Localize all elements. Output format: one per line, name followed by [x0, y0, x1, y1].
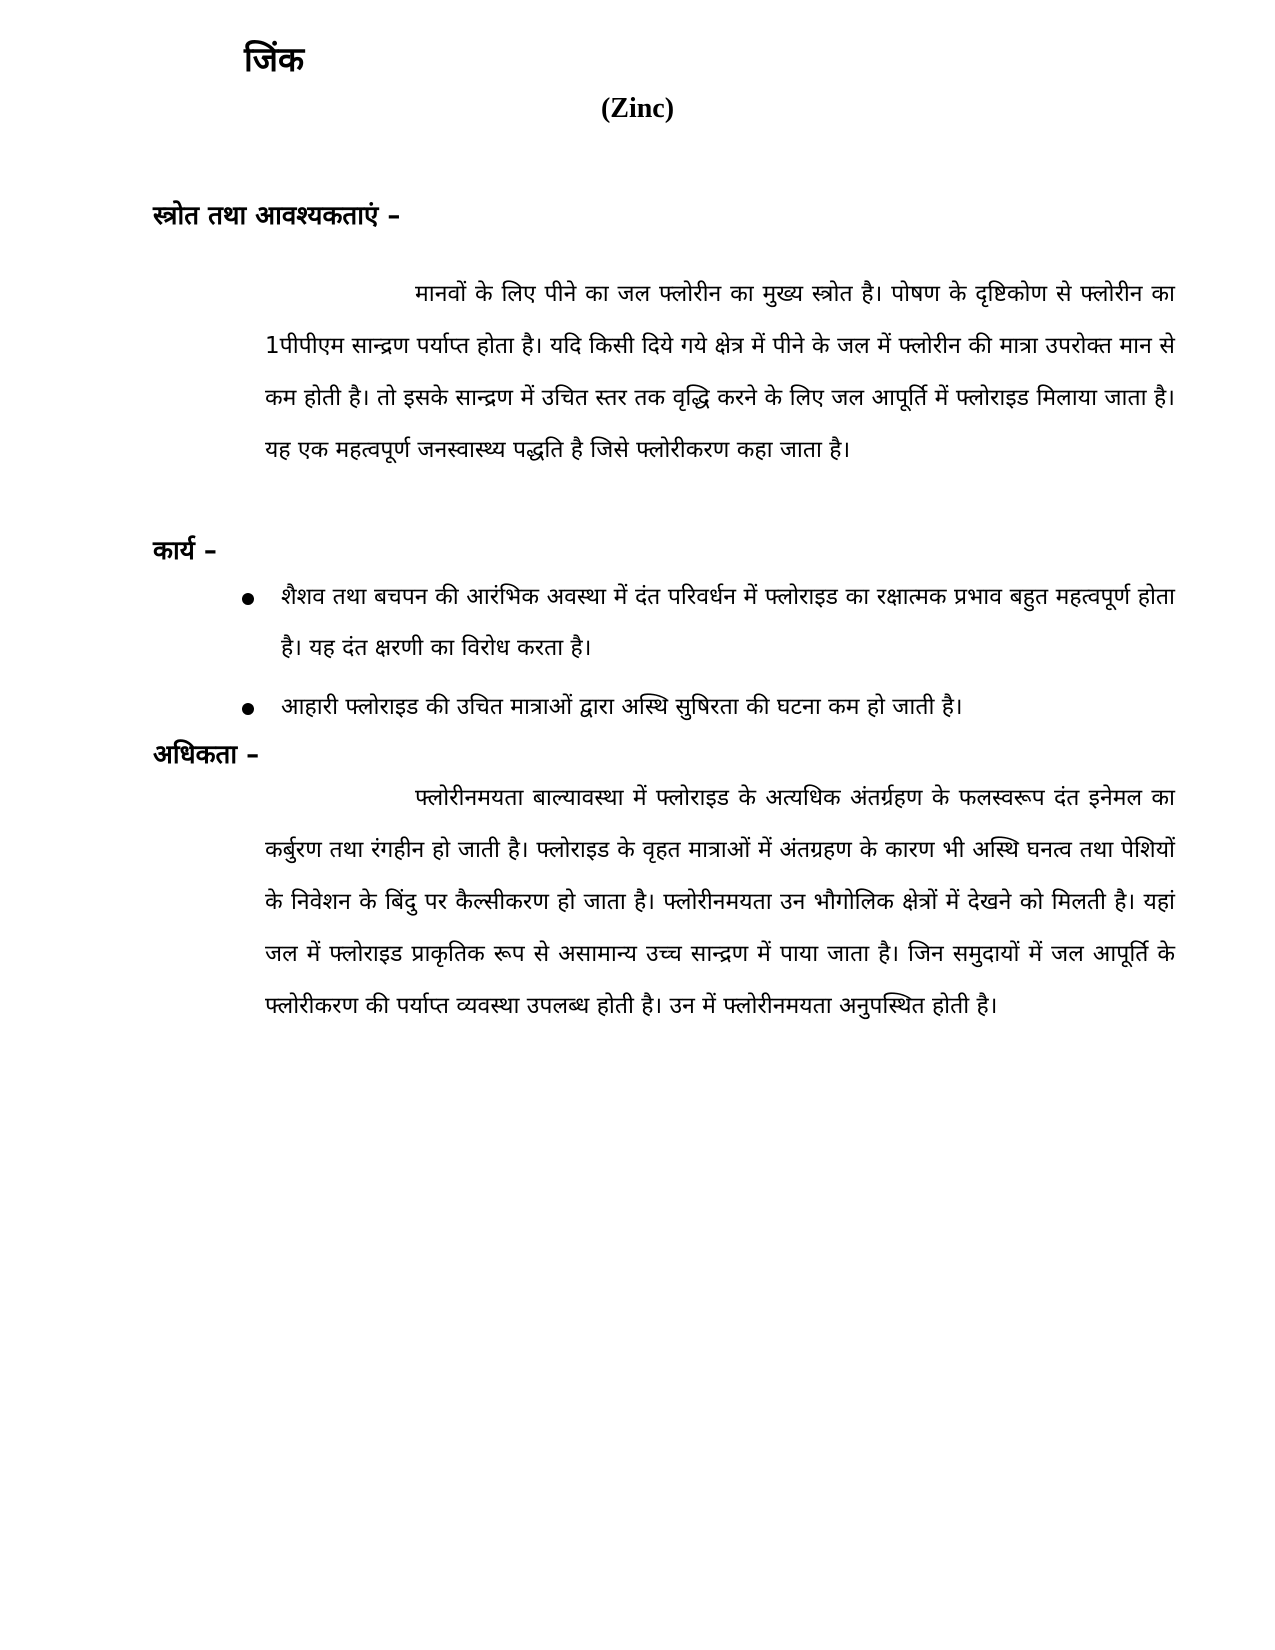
bullet-item: [238, 682, 1175, 733]
functions-bullet-list: [238, 572, 1175, 733]
page-title-english: (Zinc): [600, 93, 675, 124]
bullet-text: आहारी फ्लोराइड की उचित मात्राओं द्वारा अस्थि सुषिरता की घटना कम हो जाती है।: [281, 694, 963, 720]
bullet-icon: [242, 703, 254, 715]
bullet-item: [238, 572, 1175, 674]
section-heading-excess: अधिकता –: [153, 740, 260, 770]
section-paragraph-sources: मानवों के लिए पीने का जल फ्लोरीन का मुख्य स्त्रोत है। पोषण के दृष्टिकोण से फ्लोरीन का 1पीपीएम सान्द्रण पर्याप्त होता है। यदि किसी दिये गये क्षेत्र में पीने के जल में फ्लोरीन की मात्रा उपरोक्त मान से कम होती है। तो इसके सान्द्रण में उचित स्तर तक वृद्धि करने के लिए जल आपूर्ति में फ्लोराइड मिलाया जाता है। यह एक महत्वपूर्ण जनस्वास्थ्य पद्धति है जिसे फ्लोरीकरण कहा जाता है।: [265, 281, 1175, 463]
page-title-hindi: जिंक: [244, 40, 305, 80]
section-heading-sources: स्त्रोत तथा आवश्यकताएं –: [153, 201, 401, 231]
section-paragraph-excess: फ्लोरीनमयता बाल्यावस्था में फ्लोराइड के अत्यधिक अंतर्ग्रहण के फलस्वरूप दंत इनेमल का कर्बुरण तथा रंगहीन हो जाती है। फ्लोराइड के वृहत मात्राओं में अंतग्रहण के कारण भी अस्थि घनत्व तथा पेशियों के निवेशन के बिंदु पर कैल्सीकरण हो जाता है। फ्लोरीनमयता उन भौगोलिक क्षेत्रों में देखने को मिलती है। यहां जल में फ्लोराइड प्राकृतिक रूप से असामान्य उच्च सान्द्रण में पाया जाता है। जिन समुदायों में जल आपूर्ति के फ्लोरीकरण की पर्याप्त व्यवस्था उपलब्ध होती है। उन में फ्लोरीनमयता अनुपस्थित होती है।: [265, 785, 1175, 1019]
bullet-icon: [242, 593, 254, 605]
section-heading-functions: कार्य –: [153, 536, 217, 566]
bullet-text: शैशव तथा बचपन की आरंभिक अवस्था में दंत परिवर्धन में फ्लोराइड का रक्षात्मक प्रभाव बहुत महत्वपूर्ण होता है। यह दंत क्षरणी का विरोध करता है।: [281, 584, 1175, 661]
